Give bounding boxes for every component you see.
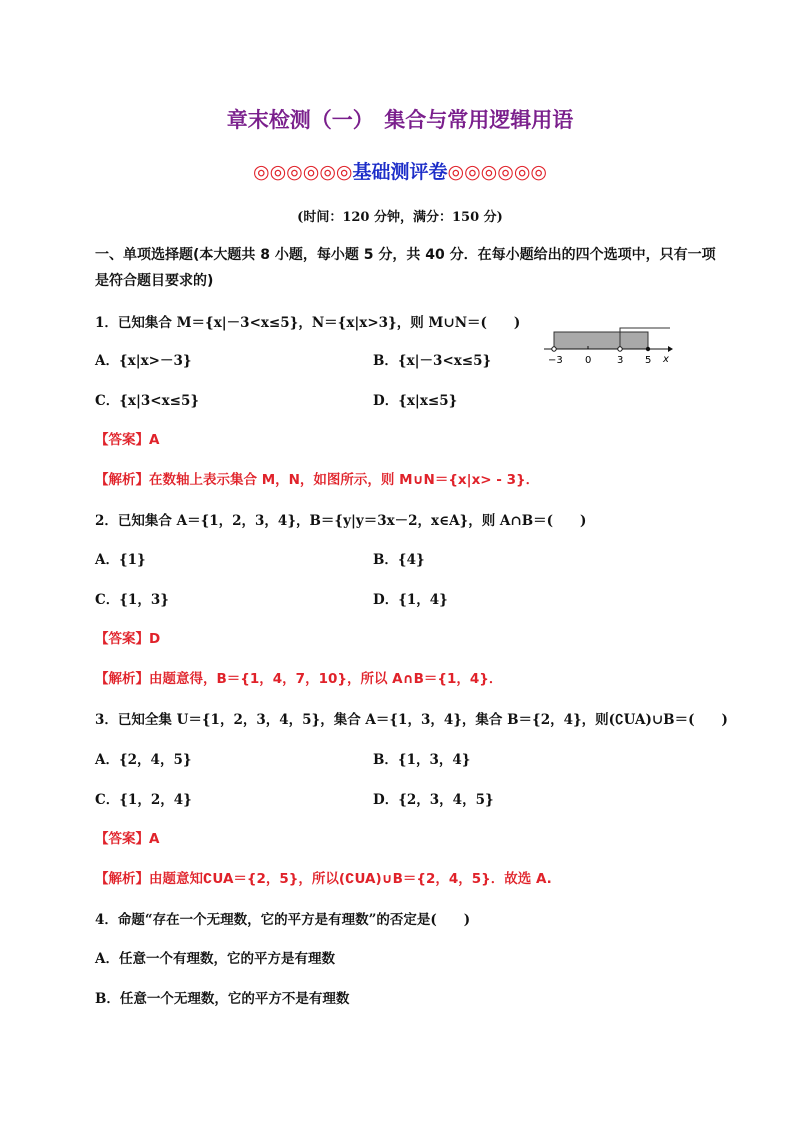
subtitle-rings-left: ◎◎◎◎◎◎ bbox=[253, 161, 353, 183]
question-2-option-b: B．{4} bbox=[373, 552, 425, 568]
question-2-answer: 【答案】D bbox=[95, 631, 161, 647]
question-2-stem: 2．已知集合 A＝{1，2，3，4}，B＝{y|y＝3x－2，x∈A}，则 A∩B＝( ) bbox=[95, 513, 587, 529]
question-2-analysis: 【解析】由题意得，B＝{1，4，7，10}，所以 A∩B＝{1，4}． bbox=[95, 671, 503, 687]
question-3-option-d: D．{2，3，4，5} bbox=[373, 792, 494, 808]
question-1-stem: 1．已知集合 M＝{x|－3<x≤5}，N＝{x|x>3}，则 M∪N＝( ) bbox=[95, 315, 521, 331]
question-3-option-b: B．{1，3，4} bbox=[373, 752, 471, 768]
tick-label-minus-3: −3 bbox=[548, 355, 563, 366]
open-point-minus-3 bbox=[552, 347, 556, 351]
question-1-option-a: A．{x|x>－3} bbox=[95, 353, 192, 369]
axis-label-x: x bbox=[663, 354, 669, 365]
page-title: 章末检测（一） 集合与常用逻辑用语 bbox=[226, 108, 574, 132]
tick-label-0: 0 bbox=[585, 355, 592, 366]
question-2-option-a: A．{1} bbox=[95, 552, 146, 568]
question-1-analysis: 【解析】在数轴上表示集合 M，N，如图所示，则 M∪N＝{x|x> - 3}． bbox=[95, 472, 540, 488]
closed-point-5 bbox=[646, 347, 650, 351]
subtitle-text: 基础测评卷 bbox=[352, 161, 448, 183]
question-1-option-d: D．{x|x≤5} bbox=[373, 393, 458, 409]
question-3-analysis: 【解析】由题意知∁UA＝{2，5}，所以(∁UA)∪B＝{2，4，5}．故选 A. bbox=[95, 871, 552, 887]
axis-arrow-icon bbox=[668, 346, 673, 352]
question-2-option-c: C．{1，3} bbox=[95, 592, 169, 608]
section-heading: 一、单项选择题(本大题共 8 小题，每小题 5 分，共 40 分．在每小题给出的四个选项中，只有一项是符合题目要求的) bbox=[95, 247, 716, 289]
question-1-option-b: B．{x|－3<x≤5} bbox=[373, 353, 492, 369]
question-3-answer: 【答案】A bbox=[95, 831, 160, 847]
question-3-stem: 3．已知全集 U＝{1，2，3，4，5}，集合 A＝{1，3，4}，集合 B＝{2，4}，则(∁UA)∪B＝( ) bbox=[95, 712, 728, 728]
set-m-region bbox=[554, 332, 648, 349]
question-4-option-b: B．任意一个无理数，它的平方不是有理数 bbox=[95, 991, 350, 1007]
question-3-option-c: C．{1，2，4} bbox=[95, 792, 192, 808]
exam-info: (时间：120 分钟，满分：150 分) bbox=[297, 210, 503, 225]
question-4-option-a: A．任意一个有理数，它的平方是有理数 bbox=[95, 951, 335, 967]
question-3-option-a: A．{2，4，5} bbox=[95, 752, 192, 768]
question-1-answer: 【答案】A bbox=[95, 432, 160, 448]
question-4-stem: 4．命题“存在一个无理数，它的平方是有理数”的否定是( ) bbox=[95, 912, 471, 928]
tick-label-5: 5 bbox=[645, 355, 652, 366]
subtitle-rings-right: ◎◎◎◎◎◎ bbox=[447, 161, 547, 183]
tick-label-3: 3 bbox=[617, 355, 624, 366]
question-2-option-d: D．{1，4} bbox=[373, 592, 448, 608]
number-line-figure bbox=[540, 326, 675, 368]
open-point-3 bbox=[618, 347, 622, 351]
question-1-option-c: C．{x|3<x≤5} bbox=[95, 393, 200, 409]
page-subtitle bbox=[0, 157, 800, 184]
